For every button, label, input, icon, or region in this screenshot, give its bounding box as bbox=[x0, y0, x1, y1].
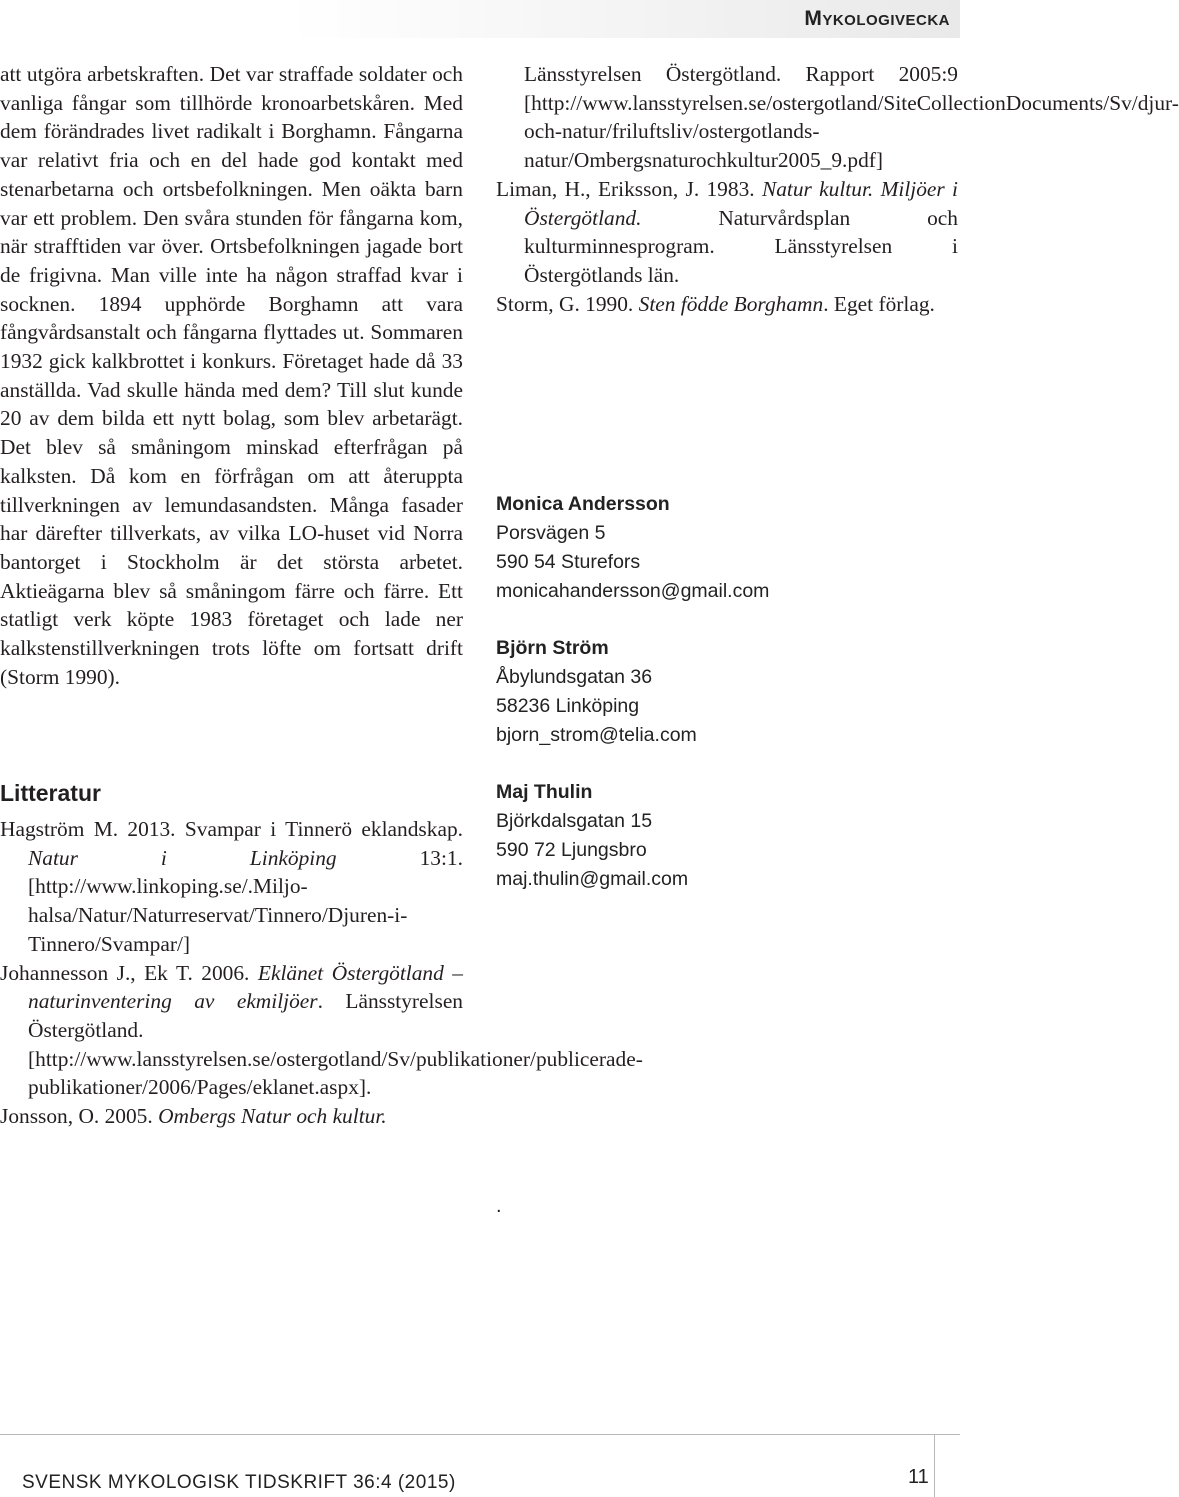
author-contacts bbox=[496, 490, 936, 922]
footer-rule-vertical bbox=[934, 1434, 935, 1497]
reference-continuation: Länsstyrelsen Östergötland. Rapport 2005:9 [http://www.lansstyrelsen.se/ostergotland/SiteCollectionDocuments/Sv/djur-och-natur/friluftsliv/ostergotlands-natur/Ombergsnaturochkultur2005_9.pdf] bbox=[524, 62, 1179, 173]
reference-item: Liman, H., Eriksson, J. 1983. Natur kultur. Miljöer i Östergötland. Naturvårdsplan och kulturminnesprogram. Länsstyrelsen i Östergötlands län. bbox=[496, 176, 958, 287]
author-name: Monica Andersson bbox=[496, 493, 670, 515]
author-name: Maj Thulin bbox=[496, 781, 593, 803]
literature-heading: Litteratur bbox=[0, 780, 101, 806]
author-contact bbox=[496, 490, 936, 606]
author-city: 590 54 Sturefors bbox=[496, 551, 641, 573]
reference-list-right bbox=[496, 60, 1179, 318]
reference-item: Jonsson, O. 2005. Ombergs Natur och kultur. bbox=[0, 1104, 387, 1129]
author-name: Björn Ström bbox=[496, 637, 609, 659]
stray-dot: . bbox=[496, 1195, 502, 1217]
author-city: 590 72 Ljungsbro bbox=[496, 839, 647, 861]
body-column-left bbox=[0, 60, 463, 691]
author-email[interactable]: bjorn_strom@telia.com bbox=[496, 724, 697, 746]
body-paragraph: att utgöra arbetskraften. Det var straffade soldater och vanliga fångar som tillhörde kronoarbetskåren. Med dem förändrades livet radikalt i Borghamn. Fångarna var relativt fria och en del hade god kontakt med stenarbetarna och ortsbefolkningen. Men oäkta barn var ett problem. Den svåra stunden för fångarna kom, när strafftiden var över. Ortsbefolkningen jagade bort de frigivna. Man ville inte ha någon straffad kvar i socknen. 1894 upphörde Borghamn att vara fångvårdsanstalt och fångarna flyttades ut. Sommaren 1932 gick kalkbrottet i konkurs. Företaget hade då 33 anställda. Vad skulle hända med dem? Till slut kunde 20 av dem bilda ett nytt bolag, som blev arbetarägt. Det blev så småningom minskad efterfrågan på kalksten. Då kom en förfrågan om att återuppta tillverkningen av lemundasandsten. Många fasader har därefter tillverkats, av vilka LO-huset vid Norra bantorget i Stockholm är det största arbetet. Aktieägarna blev så småningom färre och färre. Ett statligt verk köpte 1983 företaget och lade ner kalkstenstillverkningen trots löfte om fortsatt drift (Storm 1990). bbox=[0, 62, 463, 689]
footer-rule bbox=[0, 1434, 960, 1435]
running-header: Mykologivecka bbox=[804, 7, 950, 30]
page-number: 11 bbox=[908, 1466, 929, 1488]
author-email[interactable]: monicahandersson@gmail.com bbox=[496, 580, 770, 602]
author-street: Åbylundsgatan 36 bbox=[496, 666, 653, 688]
author-street: Porsvägen 5 bbox=[496, 522, 606, 544]
reference-item: Storm, G. 1990. Sten födde Borghamn. Eget förlag. bbox=[496, 291, 935, 316]
author-contact bbox=[496, 634, 936, 750]
reference-item: Johannesson J., Ek T. 2006. Eklänet Östergötland – naturinventering av ekmiljöer. Länsstyrelsen Östergötland. [http://www.lansstyrelsen.se/ostergotland/Sv/publikationer/publicerade-publikationer/2006/Pages/eklanet.aspx]. bbox=[0, 960, 643, 1100]
author-city: 58236 Linköping bbox=[496, 695, 640, 717]
author-contact bbox=[496, 778, 936, 894]
reference-item: Hagström M. 2013. Svampar i Tinnerö eklandskap. Natur i Linköping 13:1. [http://www.linkoping.se/.Miljo-halsa/Natur/Naturreservat/Tinnero/Djuren-i-Tinnero/Svampar/] bbox=[0, 817, 463, 956]
author-street: Björkdalsgatan 15 bbox=[496, 810, 653, 832]
footer-journal: SVENSK MYKOLOGISK TIDSKRIFT 36:4 (2015) bbox=[22, 1472, 456, 1493]
author-email[interactable]: maj.thulin@gmail.com bbox=[496, 868, 689, 890]
